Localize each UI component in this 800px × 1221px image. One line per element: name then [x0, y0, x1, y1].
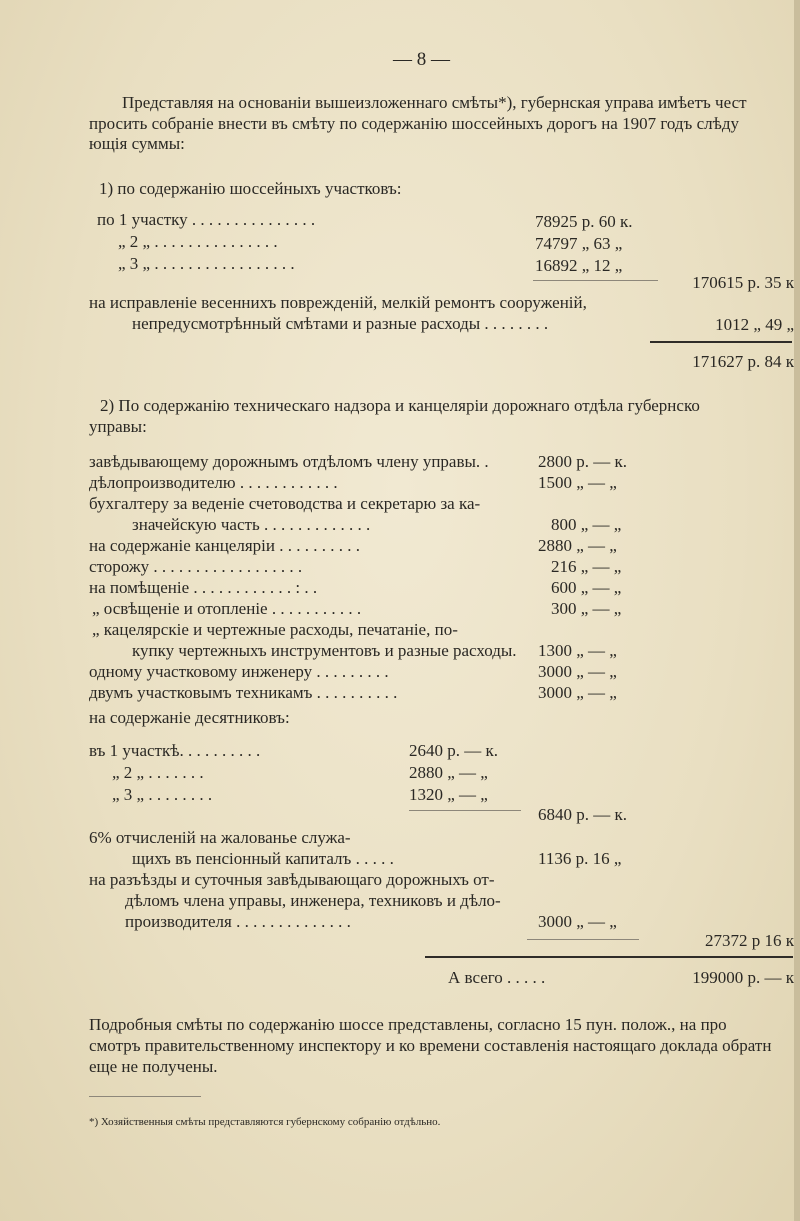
section2-row-amount: 216 „ — „ [551, 557, 622, 576]
foremen-row-label: въ 1 участкѣ. . . . . . . . . . [89, 741, 261, 760]
section2-row-label: значейскую часть . . . . . . . . . . . . . [132, 515, 371, 534]
pension-amount: 1136 р. 16 „ [538, 849, 622, 868]
closing-line-2: смотръ правительственному инспектору и ко времени составленія настоящаго доклада обратн [89, 1036, 772, 1055]
section1-row-label: „ 3 „ . . . . . . . . . . . . . . . . . [118, 254, 295, 273]
section2-row-amount: 2800 р. — к. [538, 452, 628, 471]
section2-row-amount: 1300 „ — „ [538, 641, 617, 660]
travel-line-1: на разъѣзды и суточныя завѣдывающаго дорожныхъ от- [89, 870, 495, 889]
section2-row-label: купку чертежныхъ инструментовъ и разные расходы. [132, 641, 517, 660]
section1-total: 171627 р. 84 к [692, 352, 794, 371]
section2-row-amount: 300 „ — „ [551, 599, 622, 618]
section2-row-label: сторожу . . . . . . . . . . . . . . . . . . [89, 557, 303, 576]
repairs-amount: 1012 „ 49 „ [715, 315, 794, 334]
section2-row-amount: 800 „ — „ [551, 515, 622, 534]
foremen-heading: на содержаніе десятниковъ: [89, 708, 290, 727]
section2-row-label: на помѣщеніе . . . . . . . . . . . . : . . [89, 578, 318, 597]
section2-row-label: „ кацелярскіе и чертежные расходы, печатаніе, по- [92, 620, 458, 639]
foremen-row-label: „ 3 „ . . . . . . . . [112, 785, 213, 804]
footnote: *) Хозяйственныя смѣты представляются губернскому собранію отдѣльно. [89, 1116, 441, 1128]
travel-amount: 3000 „ — „ [538, 912, 617, 931]
section2-heading-line-1: 2) По содержанію техническаго надзора и канцеляріи дорожнаго отдѣла губернско [100, 396, 700, 415]
section2-row-label: одному участковому инженеру . . . . . . . . . [89, 662, 389, 681]
repairs-line-1: на исправленіе весеннихъ поврежденій, мелкій ремонтъ сооруженій, [89, 293, 587, 312]
intro-line-2: просить собраніе внести въ смѣту по содержанію шоссейныхъ дорогъ на 1907 годъ слѣду [89, 114, 739, 133]
section2-row-amount: 2880 „ — „ [538, 536, 617, 555]
section2-row-amount: 3000 „ — „ [538, 662, 617, 681]
section1-row-amount: 16892 „ 12 „ [535, 256, 623, 275]
section1-heading: 1) по содержанію шоссейныхъ участковъ: [99, 179, 402, 198]
intro-line-3: ющія суммы: [89, 134, 185, 153]
section2-row-amount: 1500 „ — „ [538, 473, 617, 492]
section2-subtotal-rule [527, 939, 639, 940]
page-edge [794, 0, 800, 1221]
section2-row-label: двумъ участковымъ техникамъ . . . . . . . . . . [89, 683, 398, 702]
foremen-row-amount: 1320 „ — „ [409, 785, 488, 804]
section1-row-amount: 74797 „ 63 „ [535, 234, 623, 253]
travel-line-2: дѣломъ члена управы, инженера, техниковъ и дѣло- [125, 891, 501, 910]
foremen-rule [409, 810, 521, 811]
grand-total-label: А всего . . . . . [448, 968, 546, 987]
section2-heading-line-2: управы: [89, 417, 147, 436]
closing-line-3: еще не получены. [89, 1057, 218, 1076]
foremen-row-amount: 2640 р. — к. [409, 741, 499, 760]
section1-row-label: „ 2 „ . . . . . . . . . . . . . . . [118, 232, 278, 251]
pension-line-2: щихъ въ пенсіонный капиталъ . . . . . [132, 849, 394, 868]
footnote-rule [89, 1096, 201, 1097]
section1-subtotal: 170615 р. 35 к [692, 273, 794, 292]
travel-line-3: производителя . . . . . . . . . . . . . . [125, 912, 351, 931]
grand-total-rule [425, 956, 793, 958]
section2-row-label: на содержаніе канцеляріи . . . . . . . . . . [89, 536, 360, 555]
foremen-total: 6840 р. — к. [538, 805, 628, 824]
foremen-row-amount: 2880 „ — „ [409, 763, 488, 782]
foremen-row-label: „ 2 „ . . . . . . . [112, 763, 204, 782]
section1-row-label: по 1 участку . . . . . . . . . . . . . . . [97, 210, 316, 229]
grand-total-amount: 199000 р. — к [692, 968, 794, 987]
section2-row-label: бухгалтеру за веденіе счетоводства и секретарю за ка- [89, 494, 481, 513]
section2-row-label: „ освѣщеніе и отопленіе . . . . . . . . . . . [92, 599, 362, 618]
section2-total: 27372 р 16 к [704, 931, 794, 950]
section1-row-amount: 78925 р. 60 к. [535, 212, 633, 231]
closing-line-1: Подробныя смѣты по содержанію шоссе представлены, согласно 15 пун. полож., на про [89, 1015, 727, 1034]
section2-row-label: дѣлопроизводителю . . . . . . . . . . . . [89, 473, 338, 492]
page-number: — 8 — [393, 49, 450, 70]
repairs-line-2: непредусмотрѣнный смѣтами и разные расходы . . . . . . . . [132, 314, 549, 333]
intro-line-1: Представляя на основаніи вышеизложеннаго смѣты*), губернская управа имѣетъ чест [122, 93, 747, 112]
pension-line-1: 6% отчисленій на жалованье служа- [89, 828, 351, 847]
section2-row-amount: 3000 „ — „ [538, 683, 617, 702]
section1-total-rule [650, 341, 792, 343]
section2-row-amount: 600 „ — „ [551, 578, 622, 597]
section2-row-label: завѣдывающему дорожнымъ отдѣломъ члену управы. . [89, 452, 489, 471]
